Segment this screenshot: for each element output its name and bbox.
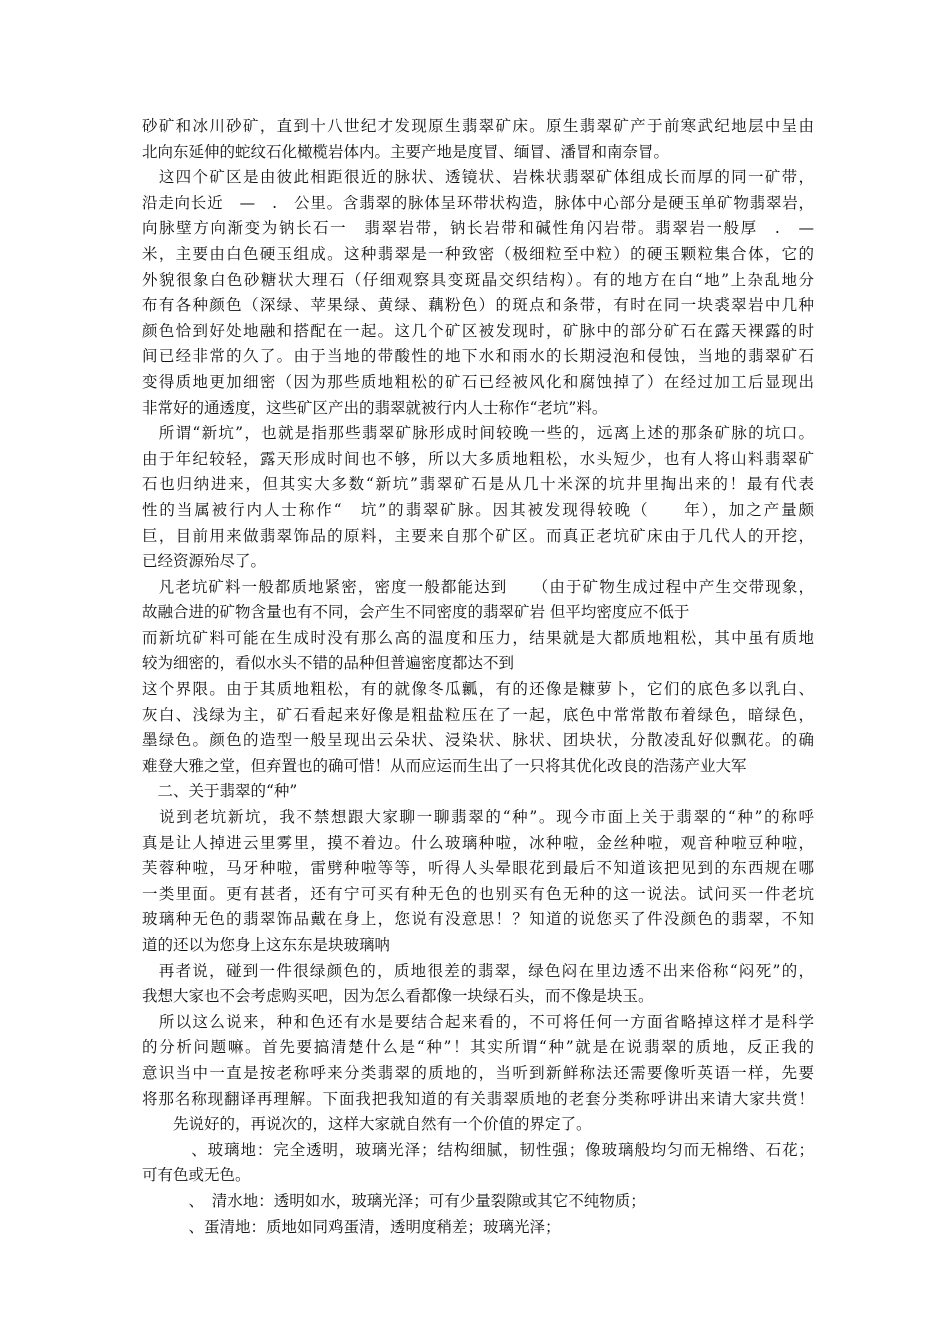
- text-line: 意识当中一直是按老称呼来分类翡翠的质地的，当听到新鲜称法还需要像听英语一样，先要: [142, 1063, 814, 1082]
- text-line: 由于年纪较轻，露天形成时间也不够，所以大多质地粗松，水头短少，也有人将山料翡翠矿: [142, 449, 814, 468]
- text-line: 先说好的，再说次的，这样大家就自然有一个价值的界定了。: [142, 1115, 592, 1134]
- text-line: 墨绿色。颜色的造型一般呈现出云朵状、浸染状、脉状、团块状，分散凌乱好似飘花。的确: [142, 731, 814, 750]
- text-line: 这个界限。由于其质地粗松，有的就像冬瓜瓤，有的还像是糠萝卜，它们的底色多以乳白、: [142, 680, 814, 699]
- text-line: 性的当属被行内人士称作“ 坑”的翡翠矿脉。因其被发现得较晚（ 年），加之产量颇: [142, 500, 814, 519]
- text-line: 巨，目前用来做翡翠饰品的原料，主要来自那个矿区。而真正老坑矿床由于几代人的开挖，: [142, 526, 814, 545]
- text-line: 北向东延伸的蛇纹石化橄榄岩体内。主要产地是度冒、缅冒、潘冒和南奈冒。: [142, 142, 670, 161]
- text-line: 而新坑矿料可能在生成时没有那么高的温度和压力，结果就是大都质地粗松，其中虽有质地: [142, 628, 814, 647]
- text-line: 再者说，碰到一件很绿颜色的，质地很差的翡翠，绿色闷在里边透不出来俗称“闷死”的，: [142, 961, 814, 980]
- text-line: 故融合进的矿物含量也有不同，会产生不同密度的翡翠矿岩 但平均密度应不低于: [142, 603, 690, 622]
- document-body: [142, 114, 814, 1240]
- list-item: 、 清水地：透明如水，玻璃光泽；可有少量裂隙或其它不纯物质；: [142, 1191, 646, 1210]
- text-line: 说到老坑新坑，我不禁想跟大家聊一聊翡翠的“种”。现今市面上关于翡翠的“种”的称呼: [142, 808, 814, 827]
- text-line: 颜色恰到好处地融和搭配在一起。这几个矿区被发现时，矿脉中的部分矿石在露天裸露的时: [142, 321, 814, 340]
- text-line: 难登大雅之堂，但弃置也的确可惜！从而应运而生出了一只将其优化改良的浩荡产业大军: [142, 756, 747, 775]
- text-line: 变得质地更加细密（因为那些质地粗松的矿石已经被风化和腐蚀掉了）在经过加工后显现出: [142, 372, 814, 391]
- text-line: 真是让人掉进云里雾里，摸不着边。什么玻璃种啦，冰种啦，金丝种啦，观音种啦豆种啦，: [142, 833, 814, 852]
- list-item: 、玻璃地：完全透明，玻璃光泽；结构细腻，韧性强；像玻璃般均匀而无棉绺、石花；: [142, 1140, 814, 1159]
- text-line: 向脉壁方向渐变为钠长石一 翡翠岩带，钠长岩带和碱性角闪岩带。翡翠岩一般厚 . —: [142, 219, 814, 238]
- text-line: 可有色或无色。: [142, 1166, 251, 1185]
- text-line: 米，主要由白色硬玉组成。这种翡翠是一种致密（极细粒至中粒）的硬玉颗粒集合体，它的: [142, 244, 814, 263]
- text-line: 已经资源殆尽了。: [142, 552, 267, 571]
- text-line: 外貌很象白色砂糖状大理石（仔细观察具变斑晶交织结构）。有的地方在白“地”上杂乱地分: [142, 270, 814, 289]
- text-line: 我想大家也不会考虑购买吧，因为怎么看都像一块绿石头，而不像是块玉。: [142, 987, 654, 1006]
- section-heading: 二、关于翡翠的“种”: [142, 782, 298, 801]
- text-line: 芙蓉种啦，马牙种啦，雷劈种啦等等，听得人头晕眼花到最后不知道该把见到的东西规在哪: [142, 859, 814, 878]
- text-line: 灰白、浅绿为主，矿石看起来好像是粗盐粒压在了一起，底色中常常散布着绿色，暗绿色，: [142, 705, 814, 724]
- text-line: 沿走向长近 — . 公里。含翡翠的脉体呈环带状构造，脉体中心部分是硬玉单矿物翡翠岩，: [142, 193, 814, 212]
- text-line: 间已经非常的久了。由于当地的带酸性的地下水和雨水的长期浸泡和侵蚀，当地的翡翠矿石: [142, 347, 814, 366]
- text-line: 将那名称现翻译再理解。下面我把我知道的有关翡翠质地的老套分类称呼讲出来请大家共赏！: [142, 1089, 814, 1108]
- text-line: 布有各种颜色（深绿、苹果绿、黄绿、藕粉色）的斑点和条带，有时在同一块裘翠岩中几种: [142, 296, 814, 315]
- text-line: 砂矿和冰川砂矿，直到十八世纪才发现原生翡翠矿床。原生翡翠矿产于前寒武纪地层中呈由: [142, 117, 814, 135]
- text-line: 所以这么说来，种和色还有水是要结合起来看的，不可将任何一方面省略掉这样才是科学: [142, 1012, 814, 1031]
- text-line: 玻璃种无色的翡翠饰品戴在身上，您说有没意思！？知道的说您买了件没颜色的翡翠，不知: [142, 910, 814, 929]
- text-line: 道的还以为您身上这东东是块玻璃呐: [142, 936, 391, 954]
- list-item: 、蛋清地：质地如同鸡蛋清，透明度稍差；玻璃光泽；: [142, 1217, 561, 1236]
- text-line: 所谓“新坑”，也就是指那些翡翠矿脉形成时间较晚一些的，远离上述的那条矿脉的坑口。: [142, 424, 814, 443]
- text-line: 的分析问题嘛。首先要搞清楚什么是“种”！其实所谓“种”就是在说翡翠的质地，反正我的: [142, 1038, 814, 1057]
- text-line: 凡老坑矿料一般都质地紧密，密度一般都能达到 （由于矿物生成过程中产生交带现象，: [142, 577, 814, 596]
- text-line: 一类里面。更有甚者，还有宁可买有种无色的也别买有色无种的这一说法。试问买一件老坑: [142, 884, 814, 903]
- text-line: 较为细密的，看似水头不错的品种但普遍密度都达不到: [142, 654, 515, 673]
- text-line: 这四个矿区是由彼此相距很近的脉状、透镜状、岩株状翡翠矿体组成长而厚的同一矿带，: [142, 168, 814, 187]
- text-line: 石也归纳进来，但其实大多数“新坑”翡翠矿石是从几十米深的坑井里掏出来的！最有代表: [142, 475, 814, 494]
- text-line: 非常好的通透度，这些矿区产出的翡翠就被行内人士称作“老坑”料。: [142, 398, 608, 417]
